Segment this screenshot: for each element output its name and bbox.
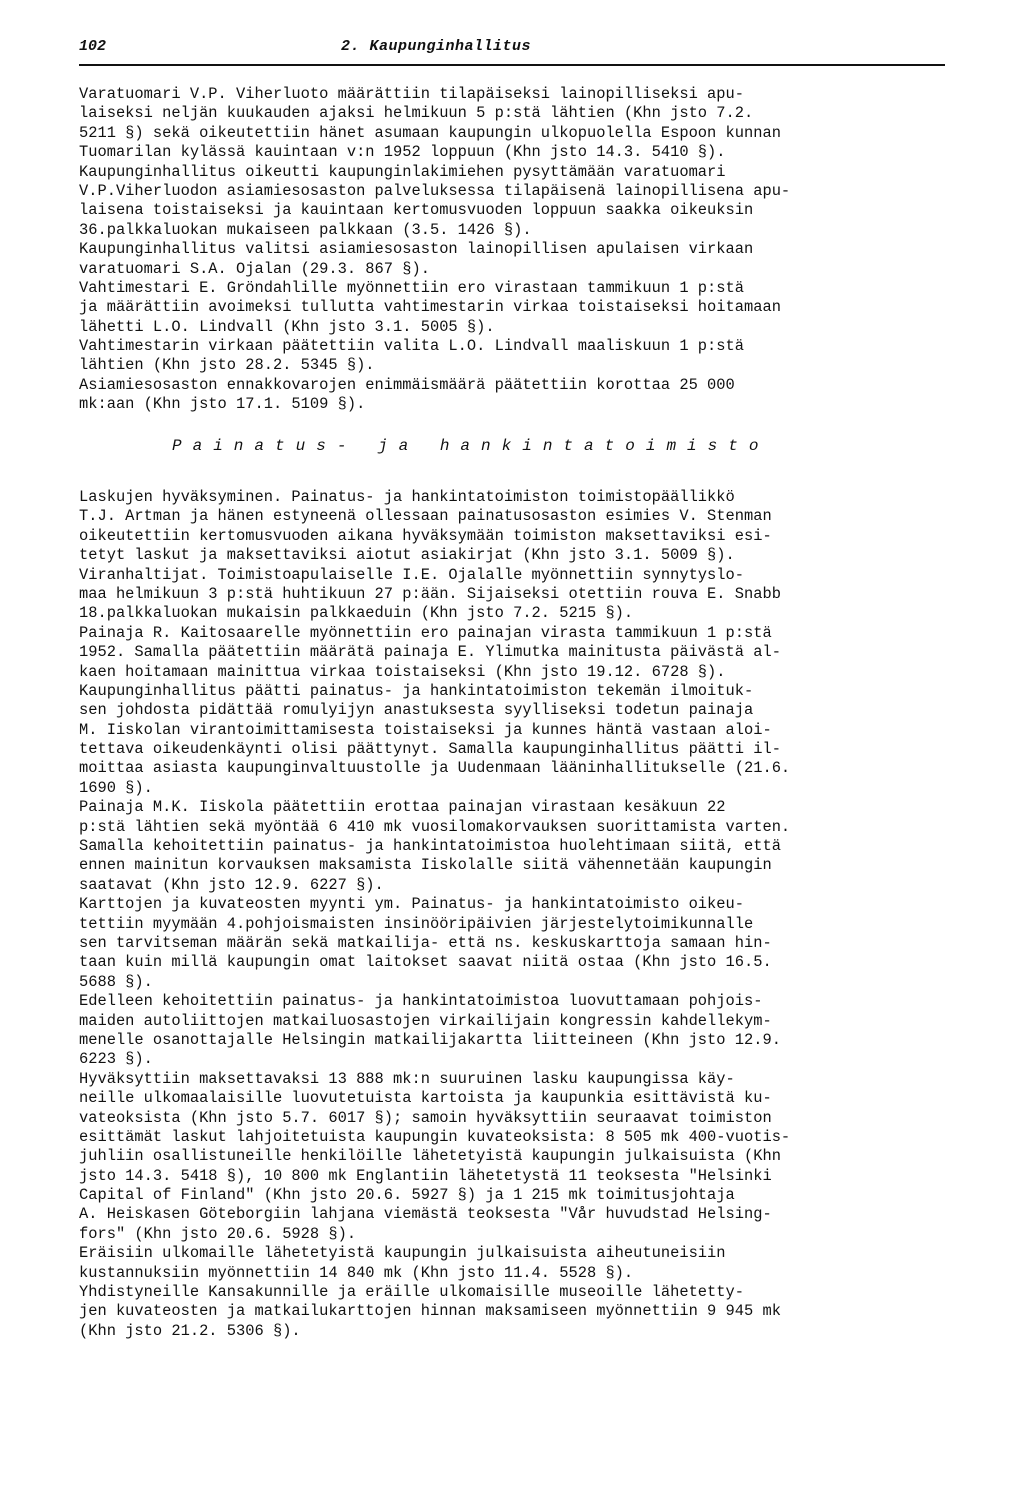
text-line: saatavat (Khn jsto 12.9. 6227 §). [79, 875, 384, 894]
text-line: Samalla kehoitettiin painatus- ja hankintatoimistoa huolehtimaan siitä, että [79, 837, 781, 856]
text-line: juhliin osallistuneille henkilöille lähetetyistä kaupungin julkaisuista (Khn [79, 1147, 781, 1166]
text-line: 36.palkkaluokan mukaiseen palkkaan (3.5. 1426 §). [79, 220, 532, 239]
text-line: Laskujen hyväksyminen. Painatus- ja hankintatoimiston toimistopäällikkö [79, 488, 735, 506]
text-line: tettava oikeudenkäynti olisi päättynyt. Samalla kaupunginhallitus päätti il- [79, 740, 781, 759]
text-line: p:stä lähtien sekä myöntää 6 410 mk vuosilomakorvauksen suorittamista varten. [79, 817, 791, 836]
text-line: M. Iiskolan virantoimittamisesta toistaiseksi ja kunnes häntä vastaan aloi- [79, 720, 772, 739]
text-line: 6223 §). [79, 1050, 153, 1069]
text-line: ennen mainitun korvauksen maksamista Iiskolalle siitä vähennetään kaupungin [79, 856, 772, 875]
text-line: Tuomarilan kylässä kauintaan v:n 1952 loppuun (Khn jsto 14.3. 5410 §). [79, 143, 726, 162]
text-line: vateoksista (Khn jsto 5.7. 6017 §); samoin hyväksyttiin seuraavat toimiston [79, 1108, 772, 1127]
text-line: fors" (Khn jsto 20.6. 5928 §). [79, 1224, 357, 1243]
text-line: Kaupunginhallitus oikeutti kaupunginlakimiehen pysyttämään varatuomari [79, 162, 726, 181]
text-line: maa helmikuun 3 p:stä huhtikuun 27 p:ään. Sijaiseksi otettiin rouva E. Snabb [79, 584, 781, 603]
text-line: menelle osanottajalle Helsingin matkailijakartta liitteineen (Khn jsto 12.9. [79, 1030, 781, 1049]
text-line: Kaupunginhallitus valitsi asiamiesosaston lainopillisen apulaisen virkaan [79, 240, 754, 259]
text-line: Kaupunginhallitus päätti painatus- ja hankintatoimiston tekemän ilmoituk- [79, 681, 754, 700]
text-line: esittämät laskut lahjoitetuista kaupungin kuvateoksista: 8 505 mk 400-vuotis- [79, 1127, 791, 1146]
text-line: neille ulkomaalaisille luovutetuista kartoista ja kaupunkia esittävistä ku- [79, 1089, 772, 1108]
text-line: varatuomari S.A. Ojalan (29.3. 867 §). [79, 259, 430, 278]
text-line: tetyt laskut ja maksettaviksi aiotut asiakirjat (Khn jsto 3.1. 5009 §). [79, 546, 735, 565]
text-line: kaen hoitamaan mainittua virkaa toistaiseksi (Khn jsto 19.12. 6728 §). [79, 662, 726, 681]
text-block-painatus [79, 488, 951, 1341]
text-line: mk:aan (Khn jsto 17.1. 5109 §). [79, 395, 366, 414]
text-line: Eräisiin ulkomaille lähetetyistä kaupungin julkaisuista aiheutuneisiin [79, 1244, 726, 1263]
text-line: Capital of Finland" (Khn jsto 20.6. 5927 §) ja 1 215 mk toimitusjohtaja [79, 1186, 735, 1205]
text-line: maiden autoliittojen matkailuosastojen virkailijain kongressin kahdellekym- [79, 1011, 772, 1030]
text-line: Vahtimestarin virkaan päätettiin valita L.O. Lindvall maaliskuun 1 p:stä [79, 337, 744, 356]
section-heading: Painatus- ja hankintatoimisto [172, 437, 770, 455]
text-line: tettiin myymään 4.pohjoismaisten insinööripäivien järjestelytoimikunnalle [79, 914, 754, 933]
text-line: Asiamiesosaston ennakkovarojen enimmäismäärä päätettiin korottaa 25 000 [79, 375, 735, 394]
text-line: moittaa asiasta kaupunginvaltuustolle ja Uudenmaan lääninhallitukselle (21.6. [79, 759, 791, 778]
text-line: Painaja M.K. Iiskola päätettiin erottaa painajan virastaan kesäkuun 22 [79, 798, 726, 817]
text-line: T.J. Artman ja hänen estyneenä ollessaan painatusosaston esimies V. Stenman [79, 507, 772, 526]
text-line: taan kuin millä kaupungin omat laitokset saavat niitä ostaa (Khn jsto 16.5. [79, 953, 772, 972]
text-line: A. Heiskasen Göteborgiin lahjana viemästä teoksesta "Vår huvudstad Helsing- [79, 1205, 772, 1224]
text-line: Karttojen ja kuvateosten myynti ym. Painatus- ja hankintatoimisto oikeu- [79, 895, 744, 914]
text-line: Varatuomari V.P. Viherluoto määrättiin tilapäiseksi lainopilliseksi apu- [79, 85, 744, 103]
page-header [79, 38, 945, 66]
text-line: (Khn jsto 21.2. 5306 §). [79, 1321, 301, 1340]
text-line: V.P.Viherluodon asiamiesosaston palveluksessa tilapäisenä lainopillisena apu- [79, 181, 791, 200]
text-line: 5211 §) sekä oikeutettiin hänet asumaan kaupungin ulkopuolella Espoon kunnan [79, 123, 781, 142]
text-block-asiamiesosasto [79, 85, 951, 415]
text-line: lähetti L.O. Lindvall (Khn jsto 3.1. 5005 §). [79, 317, 495, 336]
text-line: oikeutettiin kertomusvuoden aikana hyväksymään toimiston maksettaviksi esi- [79, 526, 772, 545]
running-title: 2. Kaupunginhallitus [341, 38, 532, 55]
text-line: jsto 14.3. 5418 §), 10 800 mk Englantiin lähetetystä 11 teoksesta "Helsinki [79, 1166, 772, 1185]
text-line: lähtien (Khn jsto 28.2. 5345 §). [79, 356, 375, 375]
text-line: Vahtimestari E. Gröndahlille myönnettiin ero virastaan tammikuun 1 p:stä [79, 278, 744, 297]
text-line: laisena toistaiseksi ja kauintaan kertomusvuoden loppuun saakka oikeuksin [79, 201, 754, 220]
text-line: 5688 §). [79, 972, 153, 991]
text-line: ja määrättiin avoimeksi tullutta vahtimestarin virkaa toistaiseksi hoitamaan [79, 298, 781, 317]
text-line: 18.palkkaluokan mukaisin palkkaeduin (Khn jsto 7.2. 5215 §). [79, 604, 634, 623]
text-line: Viranhaltijat. Toimistoapulaiselle I.E. Ojalalle myönnettiin synnytyslo- [79, 565, 744, 584]
text-line: Painaja R. Kaitosaarelle myönnettiin ero painajan virasta tammikuun 1 p:stä [79, 623, 772, 642]
text-line: sen tarvitseman määrän sekä matkailija- että ns. keskuskarttoja samaan hin- [79, 933, 772, 952]
text-line: Yhdistyneille Kansakunnille ja eräille ulkomaisille museoille lähetetty- [79, 1283, 744, 1302]
page-number: 102 [79, 38, 107, 55]
text-line: 1952. Samalla päätettiin määrätä painaja E. Ylimutka mainitusta päivästä al- [79, 643, 781, 662]
text-line: sen johdosta pidättää romulyijyn anastuksesta syylliseksi todetun painaja [79, 701, 754, 720]
text-line: Hyväksyttiin maksettavaksi 13 888 mk:n suuruinen lasku kaupungissa käy- [79, 1069, 735, 1088]
text-line: Edelleen kehoitettiin painatus- ja hankintatoimistoa luovuttamaan pohjois- [79, 992, 763, 1011]
text-line: 1690 §). [79, 778, 153, 797]
text-line: jen kuvateosten ja matkailukarttojen hinnan maksamiseen myönnettiin 9 945 mk [79, 1302, 781, 1321]
text-line: laiseksi neljän kuukauden ajaksi helmikuun 5 p:stä lähtien (Khn jsto 7.2. [79, 104, 754, 123]
text-line: kustannuksiin myönnettiin 14 840 mk (Khn jsto 11.4. 5528 §). [79, 1263, 634, 1282]
